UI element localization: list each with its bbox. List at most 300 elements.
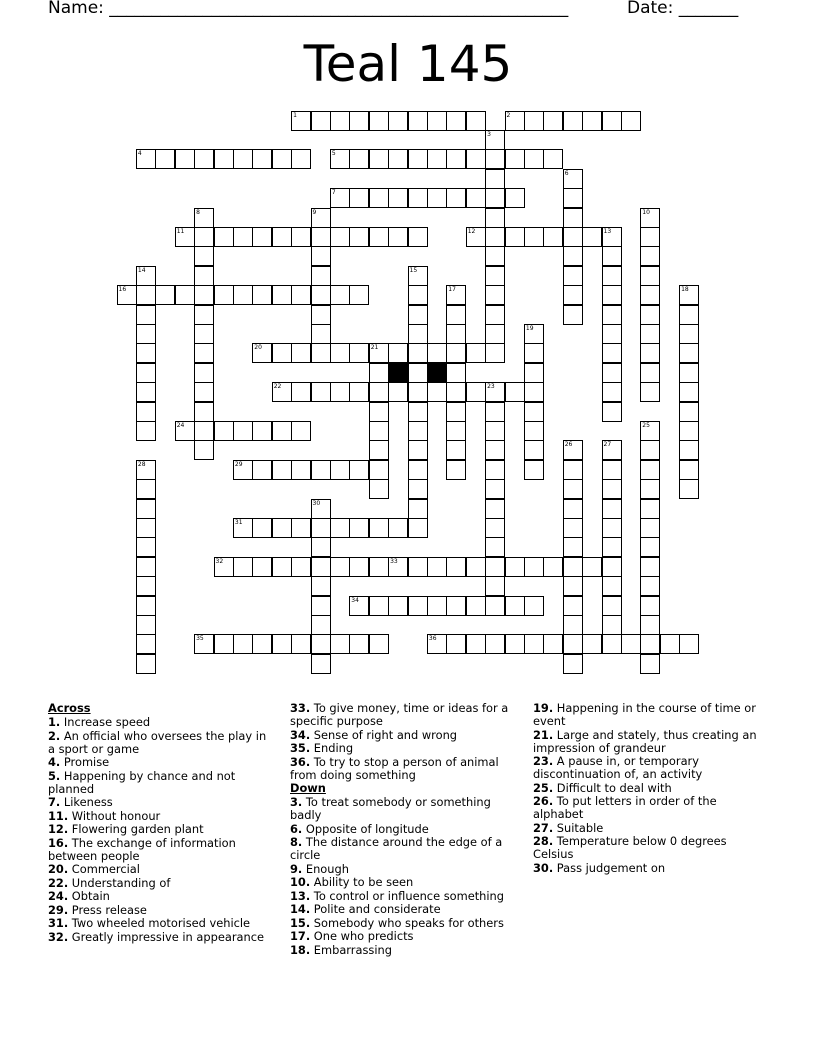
grid-cell[interactable] xyxy=(194,634,214,654)
grid-cell[interactable] xyxy=(291,227,311,247)
grid-cell[interactable] xyxy=(640,518,660,538)
grid-cell[interactable] xyxy=(602,305,622,325)
grid-cell[interactable] xyxy=(136,421,156,441)
grid-cell[interactable] xyxy=(505,111,525,131)
grid-cell[interactable] xyxy=(291,285,311,305)
grid-cell[interactable] xyxy=(349,382,369,402)
grid-cell[interactable] xyxy=(349,227,369,247)
grid-cell[interactable] xyxy=(291,634,311,654)
grid-cell[interactable] xyxy=(602,266,622,286)
grid-cell[interactable] xyxy=(466,634,486,654)
grid-cell[interactable] xyxy=(311,111,331,131)
grid-cell[interactable] xyxy=(233,285,253,305)
grid-cell[interactable] xyxy=(427,634,447,654)
grid-cell[interactable] xyxy=(369,518,389,538)
grid-cell[interactable] xyxy=(563,615,583,635)
grid-cell[interactable] xyxy=(485,246,505,266)
grid-cell[interactable] xyxy=(582,227,602,247)
grid-cell[interactable] xyxy=(311,537,331,557)
grid-cell[interactable] xyxy=(388,557,408,577)
grid-cell[interactable] xyxy=(388,596,408,616)
grid-cell[interactable] xyxy=(272,149,292,169)
grid-cell[interactable] xyxy=(679,343,699,363)
grid-cell[interactable] xyxy=(640,343,660,363)
grid-cell[interactable] xyxy=(640,460,660,480)
grid-cell[interactable] xyxy=(563,576,583,596)
grid-cell[interactable] xyxy=(136,499,156,519)
grid-cell[interactable] xyxy=(485,537,505,557)
grid-cell[interactable] xyxy=(369,227,389,247)
grid-cell[interactable] xyxy=(252,285,272,305)
grid-cell[interactable] xyxy=(272,382,292,402)
grid-cell[interactable] xyxy=(563,557,583,577)
grid-cell[interactable] xyxy=(679,363,699,383)
grid-cell[interactable] xyxy=(311,634,331,654)
grid-cell[interactable] xyxy=(466,227,486,247)
grid-cell[interactable] xyxy=(563,596,583,616)
grid-cell[interactable] xyxy=(485,130,505,150)
grid-cell[interactable] xyxy=(291,460,311,480)
grid-cell[interactable] xyxy=(640,537,660,557)
grid-cell[interactable] xyxy=(543,149,563,169)
grid-cell[interactable] xyxy=(446,285,466,305)
grid-cell[interactable] xyxy=(640,382,660,402)
grid-cell[interactable] xyxy=(349,460,369,480)
grid-cell[interactable] xyxy=(349,285,369,305)
grid-cell[interactable] xyxy=(679,382,699,402)
grid-cell[interactable] xyxy=(446,324,466,344)
grid-cell[interactable] xyxy=(330,188,350,208)
grid-cell[interactable] xyxy=(194,149,214,169)
grid-cell[interactable] xyxy=(640,440,660,460)
grid-cell[interactable] xyxy=(311,266,331,286)
grid-cell[interactable] xyxy=(272,421,292,441)
grid-cell[interactable] xyxy=(640,654,660,674)
grid-cell[interactable] xyxy=(214,149,234,169)
grid-cell[interactable] xyxy=(194,363,214,383)
grid-cell[interactable] xyxy=(640,576,660,596)
grid-cell[interactable] xyxy=(194,305,214,325)
grid-cell[interactable] xyxy=(214,421,234,441)
grid-cell[interactable] xyxy=(136,479,156,499)
grid-cell[interactable] xyxy=(136,460,156,480)
grid-cell[interactable] xyxy=(408,343,428,363)
grid-cell[interactable] xyxy=(311,343,331,363)
grid-cell[interactable] xyxy=(640,227,660,247)
grid-cell[interactable] xyxy=(155,285,175,305)
grid-cell[interactable] xyxy=(485,188,505,208)
grid-cell[interactable] xyxy=(563,285,583,305)
grid-cell[interactable] xyxy=(388,382,408,402)
grid-cell[interactable] xyxy=(563,169,583,189)
grid-cell[interactable] xyxy=(563,460,583,480)
grid-cell[interactable] xyxy=(485,634,505,654)
grid-cell[interactable] xyxy=(194,343,214,363)
grid-cell[interactable] xyxy=(369,343,389,363)
grid-cell[interactable] xyxy=(466,382,486,402)
grid-cell[interactable] xyxy=(485,285,505,305)
grid-cell[interactable] xyxy=(369,382,389,402)
grid-cell[interactable] xyxy=(485,440,505,460)
grid-cell[interactable] xyxy=(369,188,389,208)
grid-cell[interactable] xyxy=(505,382,525,402)
grid-cell[interactable] xyxy=(543,227,563,247)
grid-cell[interactable] xyxy=(602,634,622,654)
grid-cell[interactable] xyxy=(408,324,428,344)
grid-cell[interactable] xyxy=(291,111,311,131)
grid-cell[interactable] xyxy=(485,324,505,344)
grid-cell[interactable] xyxy=(505,227,525,247)
grid-cell[interactable] xyxy=(602,227,622,247)
grid-cell[interactable] xyxy=(563,305,583,325)
grid-cell[interactable] xyxy=(602,382,622,402)
grid-cell[interactable] xyxy=(311,615,331,635)
grid-cell[interactable] xyxy=(311,654,331,674)
grid-cell[interactable] xyxy=(136,537,156,557)
grid-cell[interactable] xyxy=(330,634,350,654)
grid-cell[interactable] xyxy=(136,324,156,344)
grid-cell[interactable] xyxy=(524,111,544,131)
grid-cell[interactable] xyxy=(563,208,583,228)
grid-cell[interactable] xyxy=(311,576,331,596)
grid-cell[interactable] xyxy=(408,557,428,577)
grid-cell[interactable] xyxy=(194,246,214,266)
grid-cell[interactable] xyxy=(272,460,292,480)
grid-cell[interactable] xyxy=(136,576,156,596)
grid-cell[interactable] xyxy=(252,634,272,654)
grid-cell[interactable] xyxy=(602,402,622,422)
grid-cell[interactable] xyxy=(175,421,195,441)
grid-cell[interactable] xyxy=(679,634,699,654)
grid-cell[interactable] xyxy=(466,596,486,616)
grid-cell[interactable] xyxy=(136,305,156,325)
grid-cell[interactable] xyxy=(640,266,660,286)
grid-cell[interactable] xyxy=(408,149,428,169)
grid-cell[interactable] xyxy=(640,305,660,325)
grid-cell[interactable] xyxy=(349,149,369,169)
grid-cell[interactable] xyxy=(311,305,331,325)
grid-cell[interactable] xyxy=(408,518,428,538)
grid-cell[interactable] xyxy=(349,596,369,616)
grid-cell[interactable] xyxy=(485,305,505,325)
grid-cell[interactable] xyxy=(679,324,699,344)
grid-cell[interactable] xyxy=(621,634,641,654)
grid-cell[interactable] xyxy=(679,285,699,305)
grid-cell[interactable] xyxy=(291,518,311,538)
grid-cell[interactable] xyxy=(563,246,583,266)
grid-cell[interactable] xyxy=(524,557,544,577)
grid-cell[interactable] xyxy=(602,343,622,363)
grid-cell[interactable] xyxy=(408,382,428,402)
grid-cell[interactable] xyxy=(252,149,272,169)
grid-cell[interactable] xyxy=(408,421,428,441)
grid-cell[interactable] xyxy=(543,111,563,131)
grid-cell[interactable] xyxy=(640,596,660,616)
grid-cell[interactable] xyxy=(252,460,272,480)
grid-cell[interactable] xyxy=(408,188,428,208)
grid-cell[interactable] xyxy=(485,479,505,499)
grid-cell[interactable] xyxy=(582,634,602,654)
grid-cell[interactable] xyxy=(563,111,583,131)
grid-cell[interactable] xyxy=(311,227,331,247)
grid-cell[interactable] xyxy=(291,343,311,363)
grid-cell[interactable] xyxy=(369,596,389,616)
grid-cell[interactable] xyxy=(446,363,466,383)
grid-cell[interactable] xyxy=(466,111,486,131)
grid-cell[interactable] xyxy=(136,402,156,422)
grid-cell[interactable] xyxy=(602,518,622,538)
grid-cell[interactable] xyxy=(330,149,350,169)
grid-cell[interactable] xyxy=(136,615,156,635)
grid-cell[interactable] xyxy=(408,596,428,616)
grid-cell[interactable] xyxy=(369,479,389,499)
grid-cell[interactable] xyxy=(175,149,195,169)
grid-cell[interactable] xyxy=(563,227,583,247)
grid-cell[interactable] xyxy=(136,634,156,654)
grid-cell[interactable] xyxy=(214,285,234,305)
grid-cell[interactable] xyxy=(349,518,369,538)
grid-cell[interactable] xyxy=(524,634,544,654)
grid-cell[interactable] xyxy=(485,518,505,538)
grid-cell[interactable] xyxy=(640,479,660,499)
grid-cell[interactable] xyxy=(369,440,389,460)
grid-cell[interactable] xyxy=(388,111,408,131)
grid-cell[interactable] xyxy=(602,285,622,305)
grid-cell[interactable] xyxy=(330,343,350,363)
grid-cell[interactable] xyxy=(408,402,428,422)
grid-cell[interactable] xyxy=(505,149,525,169)
grid-cell[interactable] xyxy=(194,421,214,441)
grid-cell[interactable] xyxy=(563,499,583,519)
grid-cell[interactable] xyxy=(679,305,699,325)
grid-cell[interactable] xyxy=(485,208,505,228)
grid-cell[interactable] xyxy=(485,382,505,402)
grid-cell[interactable] xyxy=(330,227,350,247)
grid-cell[interactable] xyxy=(446,460,466,480)
grid-cell[interactable] xyxy=(233,557,253,577)
grid-cell[interactable] xyxy=(485,149,505,169)
grid-cell[interactable] xyxy=(214,227,234,247)
grid-cell[interactable] xyxy=(466,557,486,577)
grid-cell[interactable] xyxy=(194,227,214,247)
grid-cell[interactable] xyxy=(252,557,272,577)
grid-cell[interactable] xyxy=(408,460,428,480)
grid-cell[interactable] xyxy=(660,634,680,654)
grid-cell[interactable] xyxy=(311,499,331,519)
grid-cell[interactable] xyxy=(679,402,699,422)
grid-cell[interactable] xyxy=(369,149,389,169)
grid-cell[interactable] xyxy=(388,518,408,538)
grid-cell[interactable] xyxy=(602,246,622,266)
grid-cell[interactable] xyxy=(563,266,583,286)
grid-cell[interactable] xyxy=(524,596,544,616)
grid-cell[interactable] xyxy=(485,596,505,616)
grid-cell[interactable] xyxy=(233,227,253,247)
grid-cell[interactable] xyxy=(427,188,447,208)
grid-cell[interactable] xyxy=(524,343,544,363)
grid-cell[interactable] xyxy=(446,557,466,577)
grid-cell[interactable] xyxy=(485,266,505,286)
grid-cell[interactable] xyxy=(485,460,505,480)
grid-cell[interactable] xyxy=(272,634,292,654)
grid-cell[interactable] xyxy=(369,402,389,422)
grid-cell[interactable] xyxy=(136,266,156,286)
grid-cell[interactable] xyxy=(272,557,292,577)
grid-cell[interactable] xyxy=(330,285,350,305)
grid-cell[interactable] xyxy=(427,557,447,577)
grid-cell[interactable] xyxy=(408,479,428,499)
grid-cell[interactable] xyxy=(446,111,466,131)
grid-cell[interactable] xyxy=(136,557,156,577)
grid-cell[interactable] xyxy=(466,188,486,208)
grid-cell[interactable] xyxy=(369,363,389,383)
grid-cell[interactable] xyxy=(427,111,447,131)
grid-cell[interactable] xyxy=(524,382,544,402)
grid-cell[interactable] xyxy=(640,634,660,654)
grid-cell[interactable] xyxy=(446,596,466,616)
grid-cell[interactable] xyxy=(136,149,156,169)
grid-cell[interactable] xyxy=(311,382,331,402)
grid-cell[interactable] xyxy=(291,382,311,402)
grid-cell[interactable] xyxy=(505,596,525,616)
grid-cell[interactable] xyxy=(349,557,369,577)
grid-cell[interactable] xyxy=(602,363,622,383)
grid-cell[interactable] xyxy=(563,188,583,208)
grid-cell[interactable] xyxy=(485,402,505,422)
grid-cell[interactable] xyxy=(272,518,292,538)
grid-cell[interactable] xyxy=(505,557,525,577)
grid-cell[interactable] xyxy=(369,460,389,480)
grid-cell[interactable] xyxy=(446,382,466,402)
grid-cell[interactable] xyxy=(640,557,660,577)
grid-cell[interactable] xyxy=(485,169,505,189)
grid-cell[interactable] xyxy=(485,343,505,363)
grid-cell[interactable] xyxy=(214,557,234,577)
grid-cell[interactable] xyxy=(446,305,466,325)
grid-cell[interactable] xyxy=(582,557,602,577)
grid-cell[interactable] xyxy=(388,149,408,169)
grid-cell[interactable] xyxy=(427,149,447,169)
grid-cell[interactable] xyxy=(408,363,428,383)
grid-cell[interactable] xyxy=(524,440,544,460)
grid-cell[interactable] xyxy=(194,402,214,422)
grid-cell[interactable] xyxy=(446,634,466,654)
grid-cell[interactable] xyxy=(175,227,195,247)
grid-cell[interactable] xyxy=(446,149,466,169)
grid-cell[interactable] xyxy=(388,188,408,208)
grid-cell[interactable] xyxy=(427,382,447,402)
grid-cell[interactable] xyxy=(136,382,156,402)
grid-cell[interactable] xyxy=(446,402,466,422)
grid-cell[interactable] xyxy=(136,285,156,305)
grid-cell[interactable] xyxy=(640,499,660,519)
grid-cell[interactable] xyxy=(602,615,622,635)
grid-cell[interactable] xyxy=(505,188,525,208)
grid-cell[interactable] xyxy=(311,324,331,344)
grid-cell[interactable] xyxy=(369,421,389,441)
grid-cell[interactable] xyxy=(233,460,253,480)
grid-cell[interactable] xyxy=(311,208,331,228)
grid-cell[interactable] xyxy=(466,343,486,363)
grid-cell[interactable] xyxy=(640,324,660,344)
grid-cell[interactable] xyxy=(640,285,660,305)
grid-cell[interactable] xyxy=(446,440,466,460)
grid-cell[interactable] xyxy=(524,324,544,344)
grid-cell[interactable] xyxy=(408,227,428,247)
grid-cell[interactable] xyxy=(136,518,156,538)
grid-cell[interactable] xyxy=(524,227,544,247)
grid-cell[interactable] xyxy=(117,285,137,305)
grid-cell[interactable] xyxy=(175,285,195,305)
grid-cell[interactable] xyxy=(679,460,699,480)
grid-cell[interactable] xyxy=(563,479,583,499)
grid-cell[interactable] xyxy=(349,111,369,131)
grid-cell[interactable] xyxy=(679,421,699,441)
grid-cell[interactable] xyxy=(330,460,350,480)
grid-cell[interactable] xyxy=(485,421,505,441)
grid-cell[interactable] xyxy=(524,460,544,480)
grid-cell[interactable] xyxy=(640,208,660,228)
grid-cell[interactable] xyxy=(505,634,525,654)
grid-cell[interactable] xyxy=(155,149,175,169)
grid-cell[interactable] xyxy=(485,576,505,596)
grid-cell[interactable] xyxy=(602,111,622,131)
grid-cell[interactable] xyxy=(311,460,331,480)
grid-cell[interactable] xyxy=(408,499,428,519)
grid-cell[interactable] xyxy=(272,343,292,363)
grid-cell[interactable] xyxy=(640,246,660,266)
grid-cell[interactable] xyxy=(252,421,272,441)
grid-cell[interactable] xyxy=(679,440,699,460)
grid-cell[interactable] xyxy=(543,634,563,654)
grid-cell[interactable] xyxy=(194,440,214,460)
grid-cell[interactable] xyxy=(602,576,622,596)
grid-cell[interactable] xyxy=(233,518,253,538)
grid-cell[interactable] xyxy=(602,499,622,519)
grid-cell[interactable] xyxy=(408,285,428,305)
grid-cell[interactable] xyxy=(136,343,156,363)
grid-cell[interactable] xyxy=(640,421,660,441)
grid-cell[interactable] xyxy=(136,654,156,674)
grid-cell[interactable] xyxy=(524,149,544,169)
grid-cell[interactable] xyxy=(291,557,311,577)
grid-cell[interactable] xyxy=(640,615,660,635)
grid-cell[interactable] xyxy=(524,421,544,441)
grid-cell[interactable] xyxy=(330,382,350,402)
grid-cell[interactable] xyxy=(291,421,311,441)
grid-cell[interactable] xyxy=(408,305,428,325)
grid-cell[interactable] xyxy=(679,479,699,499)
grid-cell[interactable] xyxy=(311,246,331,266)
grid-cell[interactable] xyxy=(408,111,428,131)
grid-cell[interactable] xyxy=(194,266,214,286)
grid-cell[interactable] xyxy=(485,499,505,519)
grid-cell[interactable] xyxy=(563,654,583,674)
grid-cell[interactable] xyxy=(330,518,350,538)
grid-cell[interactable] xyxy=(272,227,292,247)
grid-cell[interactable] xyxy=(311,285,331,305)
grid-cell[interactable] xyxy=(446,343,466,363)
grid-cell[interactable] xyxy=(349,188,369,208)
grid-cell[interactable] xyxy=(563,440,583,460)
grid-cell[interactable] xyxy=(446,421,466,441)
grid-cell[interactable] xyxy=(252,518,272,538)
grid-cell[interactable] xyxy=(330,557,350,577)
grid-cell[interactable] xyxy=(194,324,214,344)
grid-cell[interactable] xyxy=(427,343,447,363)
grid-cell[interactable] xyxy=(621,111,641,131)
grid-cell[interactable] xyxy=(349,634,369,654)
